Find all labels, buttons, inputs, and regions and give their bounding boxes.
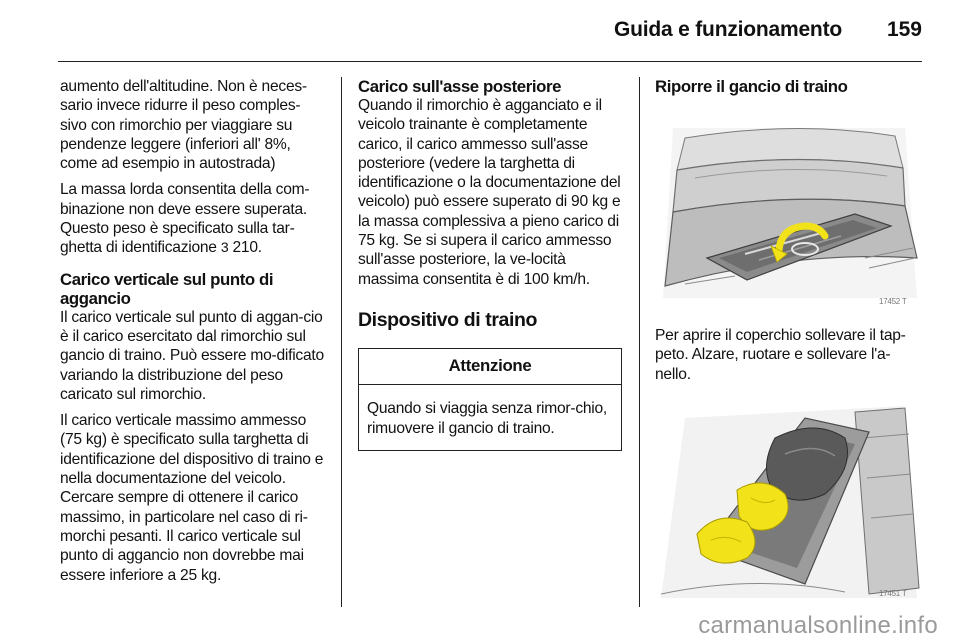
heading-rear-axle-load: Carico sull'asse posteriore xyxy=(358,77,562,96)
column-divider-1 xyxy=(341,77,342,607)
paragraph-gross-mass xyxy=(60,180,326,257)
paragraph-open-cover: Per aprire il coperchio sollevare il tap-peto. Alzare, ruotare e sollevare l'a-nello. xyxy=(655,327,906,383)
watermark: carmanualsonline.info xyxy=(698,612,938,639)
column-2 xyxy=(358,77,624,451)
warning-title: Attenzione xyxy=(359,349,621,385)
page-number: 159 xyxy=(886,18,922,41)
heading-stow-tow-hook: Riporre il gancio di traino xyxy=(655,77,848,96)
heading-towing-device: Dispositivo di traino xyxy=(358,308,538,331)
gross-mass-text: La massa lorda consentita della com-binazione non deve essere superata. Questo peso è specificato sulla tar-ghetta di identificazione xyxy=(60,181,310,257)
figure-number-2: 17451 T xyxy=(879,588,907,598)
illustration-trunk-cover xyxy=(655,108,923,310)
paragraph-altitude: aumento dell'altitudine. Non è neces-sario invece ridurre il peso comples-sivo con rimorchio per viaggiare su pendenze leggere (inferiori all' 8%, come ad esempio in autostrada) xyxy=(60,78,307,173)
paragraph-rear-axle-load: Quando il rimorchio è agganciato e il veicolo trainante è completamente carico, il carico ammesso sull'asse posteriore (vedere la targhetta di identificazione o la documentazione del veicolo) può essere superato di 90 kg e la massa complessiva a pieno carico di 75 kg. Se si supera il carico ammesso sull'asse posteriore, la ve-locità massima consentita è di 100 km/h. xyxy=(358,97,621,288)
warning-text: Quando si viaggia senza rimor-chio, rimuovere il gancio di traino. xyxy=(367,400,608,437)
page-reference-link[interactable]: 210. xyxy=(232,239,262,257)
heading-vertical-load: Carico verticale sul punto di aggancio xyxy=(60,269,274,308)
illustration-tow-hook-storage xyxy=(655,398,923,603)
header-rule xyxy=(58,61,922,62)
column-1 xyxy=(60,77,326,592)
page-reference-icon: 3 xyxy=(220,239,229,256)
paragraph-max-vertical-load: Il carico verticale massimo ammesso (75 kg) è specificato sulla targhetta di identificazione del dispositivo di traino e nella documentazione del veicolo. Cercare sempre di ottenere il carico massimo, in particolare nel caso di ri-morchi pesanti. Il carico verticale sul punto di aggancio non dovrebbe mai essere inferiore a 25 kg. xyxy=(60,412,324,584)
paragraph-vertical-load: Il carico verticale sul punto di aggan-cio è il carico esercitato dal rimorchio sul gancio di traino. Può essere mo-dificato variando la distribuzione del peso caricato sul rimorchio. xyxy=(60,308,324,403)
figure-number-1: 17452 T xyxy=(879,297,907,306)
column-divider-2 xyxy=(639,77,640,607)
warning-box xyxy=(358,348,622,451)
page-header-title: Guida e funzionamento xyxy=(614,18,842,41)
column-3 xyxy=(655,77,923,603)
